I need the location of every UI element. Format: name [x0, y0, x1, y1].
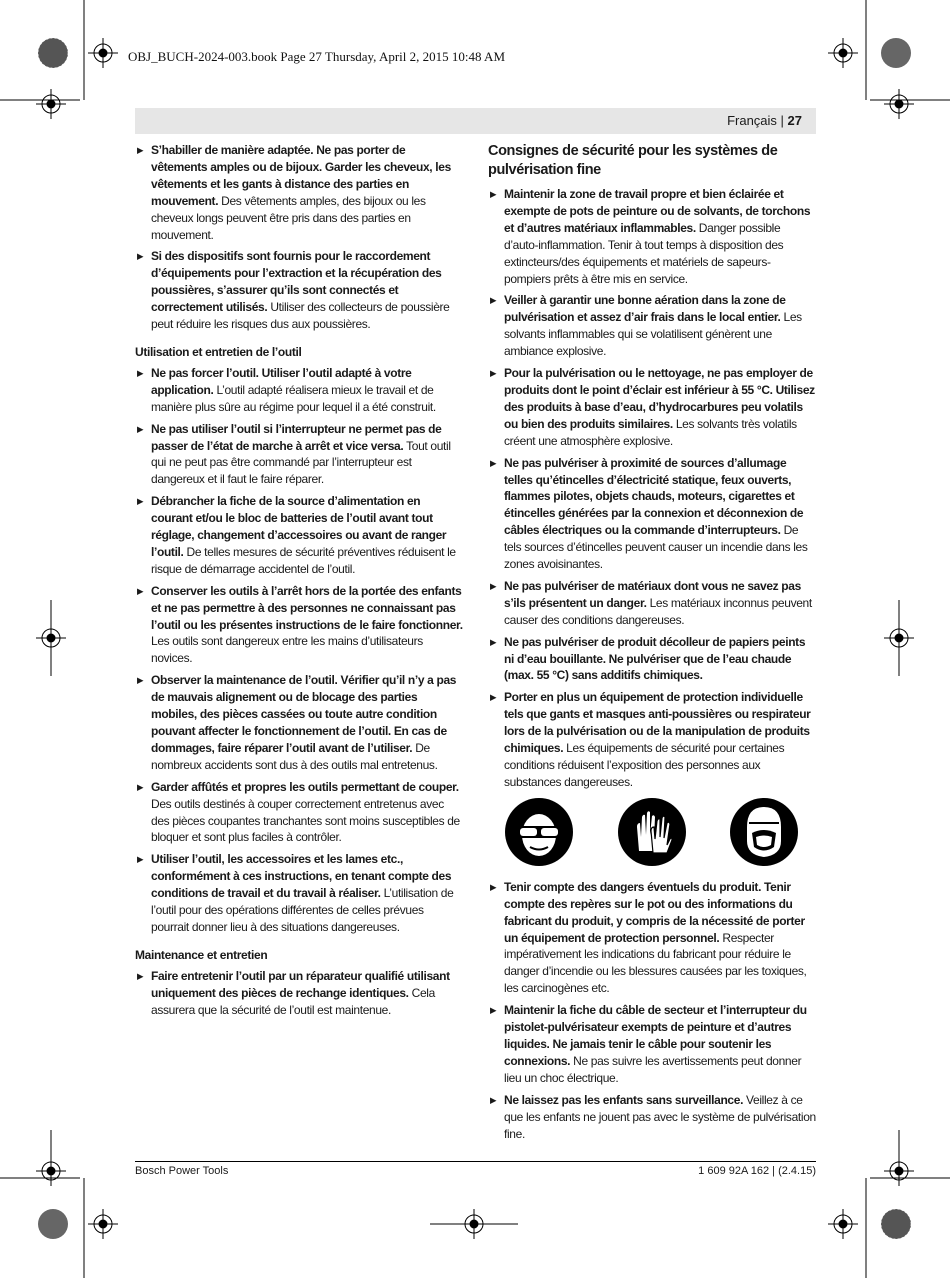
- list-item: ▶ Ne pas pulvériser à proximité de sources d’allumage telles qu’étincelles d’électricité statique, feux ouverts, flammes pilotes, objets chauds, moteurs, cigarettes et étincelles générées par la connexion et déconnexion de câbles électriques ou la commande d’interrupteurs. De tels sources d’étincelles peuvent causer un incendie dans les zones avoisinantes.: [488, 455, 816, 573]
- list-item: ▶ Porter en plus un équipement de protection individuelle tels que gants et masques anti-poussières ou respirateur lors de la pulvérisation ou de la manipulation de produits chimiques. Les équipements de sécurité pour certaines conditions réduisent l’exposition des personnes aux substances dangereuses.: [488, 689, 816, 790]
- page-footer: [135, 1161, 816, 1177]
- footer-doc-number: 1 609 92A 162 | (2.4.15): [698, 1165, 816, 1177]
- list-item: ▶ Ne pas pulvériser de matériaux dont vous ne savez pas s’ils présentent un danger. Les matériaux inconnus peuvent causer des conditions dangereuses.: [488, 578, 816, 629]
- section-title: Consignes de sécurité pour les systèmes de pulvérisation fine: [488, 143, 778, 178]
- list-item: ▶ Tenir compte des dangers éventuels du produit. Tenir compte des repères sur le pot ou des informations du fabricant du produit, y compris de la nécessité de porter un équipement de protection personnel. Respecter impérativement les indications du fabricant pour réduire le danger d’incendie ou les blessures causées par les toxiques, les carcinogènes etc.: [488, 879, 816, 997]
- safety-goggles-icon: [504, 797, 574, 867]
- list-item: ▶ Ne laissez pas les enfants sans surveillance. Veillez à ce que les enfants ne jouent pas avec le système de pulvérisation fine.: [488, 1092, 816, 1143]
- page-header: [135, 108, 816, 134]
- list-item: ▶ Ne pas forcer l’outil. Utiliser l’outil adapté à votre application. L’outil adapté réalisera mieux le travail et de manière plus sûre au régime pour lequel il a été construit.: [135, 365, 463, 416]
- header-language: Français: [727, 113, 777, 128]
- page-number: 27: [787, 113, 802, 128]
- print-slug: OBJ_BUCH-2024-003.book Page 27 Thursday, April 2, 2015 10:48 AM: [128, 49, 505, 64]
- list-item: ▶ Garder affûtés et propres les outils permettant de couper. Des outils destinés à couper correctement entretenus avec des pièces coupantes tranchantes sont moins susceptibles de bloquer et sont plus faciles à contrôler.: [135, 779, 463, 847]
- protective-gloves-icon: [617, 797, 687, 867]
- list-item: ▶ Maintenir la zone de travail propre et bien éclairée et exempte de pots de peinture ou de solvants, de torchons et d’autres matériaux inflammables. Danger possible d’auto-inflammation. Tenir à tout temps à disposition des extincteurs/des équipements et matériels de sapeurs-pompiers prêts à être mis en service.: [488, 186, 816, 287]
- dust-mask-icon: [729, 797, 799, 867]
- header-text: [727, 113, 802, 128]
- list-item: ▶ Pour la pulvérisation ou le nettoyage, ne pas employer de produits dont le point d’éclair est inférieur à 55 °C. Utilisez des produits à base d’eau, d’hydrocarbures peu volatils ou bien des produits similaires. Les solvants très volatils créent une atmosphère explosive.: [488, 365, 816, 450]
- footer-brand: Bosch Power Tools: [135, 1165, 229, 1177]
- list-item: ▶ Ne pas utiliser l’outil si l’interrupteur ne permet pas de passer de l’état de marche à arrêt et vice versa. Tout outil qui ne peut pas être commandé par l’interrupteur est dangereux et il faut le faire réparer.: [135, 421, 463, 489]
- list-item: ▶ Maintenir la fiche du câble de secteur et l’interrupteur du pistolet-pulvérisateur exempts de peinture et d’autres liquides. Ne jamais tenir le câble pour soutenir les connexions. Ne pas suivre les avertissements peut donner lieu un choc électrique.: [488, 1002, 816, 1087]
- section-heading: Maintenance et entretien: [135, 947, 268, 962]
- list-item: ▶ Débrancher la fiche de la source d’alimentation en courant et/ou le bloc de batteries de l’outil avant tout réglage, changement d’accessoires ou avant de ranger l’outil. De telles mesures de sécurité préventives réduisent le risque de démarrage accidentel de l’outil.: [135, 493, 463, 578]
- list-item: ▶ Ne pas pulvériser de produit décolleur de papiers peints ni d’eau bouillante. Ne pulvériser que de l’eau chaude (max. 55 °C) sans additifs chimiques.: [488, 634, 816, 685]
- list-item: ▶ Veiller à garantir une bonne aération dans la zone de pulvérisation et assez d’air frais dans le local entier. Les solvants inflammables qui se volatilisent génèrent une ambiance explosive.: [488, 292, 816, 360]
- section-heading: Utilisation et entretien de l’outil: [135, 344, 302, 359]
- list-item: ▶ Faire entretenir l’outil par un réparateur qualifié utilisant uniquement des pièces de rechange identiques. Cela assurera que la sécurité de l’outil est maintenue.: [135, 968, 463, 1019]
- list-item: ▶ Observer la maintenance de l’outil. Vérifier qu’il n’y a pas de mauvais alignement ou de blocage des parties mobiles, des pièces cassées ou toute autre condition pouvant affecter le fonctionnement de l’outil. En cas de dommages, faire réparer l’outil avant de l’utiliser. De nombreux accidents sont dus à des outils mal entretenus.: [135, 672, 463, 773]
- list-item: ▶ Utiliser l’outil, les accessoires et les lames etc., conformément à ces instructions, en tenant compte des conditions de travail et du travail à réaliser. L’utilisation de l’outil pour des opérations différentes de celles prévues pourrait donner lieu à des situations dangereuses.: [135, 851, 463, 936]
- header-separator: |: [776, 113, 788, 128]
- list-item: ▶ S’habiller de manière adaptée. Ne pas porter de vêtements amples ou de bijoux. Garder les cheveux, les vêtements et les gants à distance des parties en mouvement. Des vêtements amples, des bijoux ou les cheveux longs peuvent être pris dans des parties en mouvement.: [135, 142, 463, 243]
- right-column: [488, 142, 816, 1147]
- left-column: [135, 142, 463, 1024]
- list-item: ▶ Si des dispositifs sont fournis pour le raccordement d’équipements pour l’extraction et la récupération des poussières, s’assurer qu’ils sont connectés et correctement utilisés. Utiliser des collecteurs de poussière peut réduire les risques dus aux poussières.: [135, 248, 463, 333]
- ppe-icons: [488, 797, 816, 867]
- list-item: ▶ Conserver les outils à l’arrêt hors de la portée des enfants et ne pas permettre à des personnes ne connaissant pas l’outil ou les présentes instructions de le faire fonctionner. Les outils sont dangereux entre les mains d’utilisateurs novices.: [135, 583, 463, 668]
